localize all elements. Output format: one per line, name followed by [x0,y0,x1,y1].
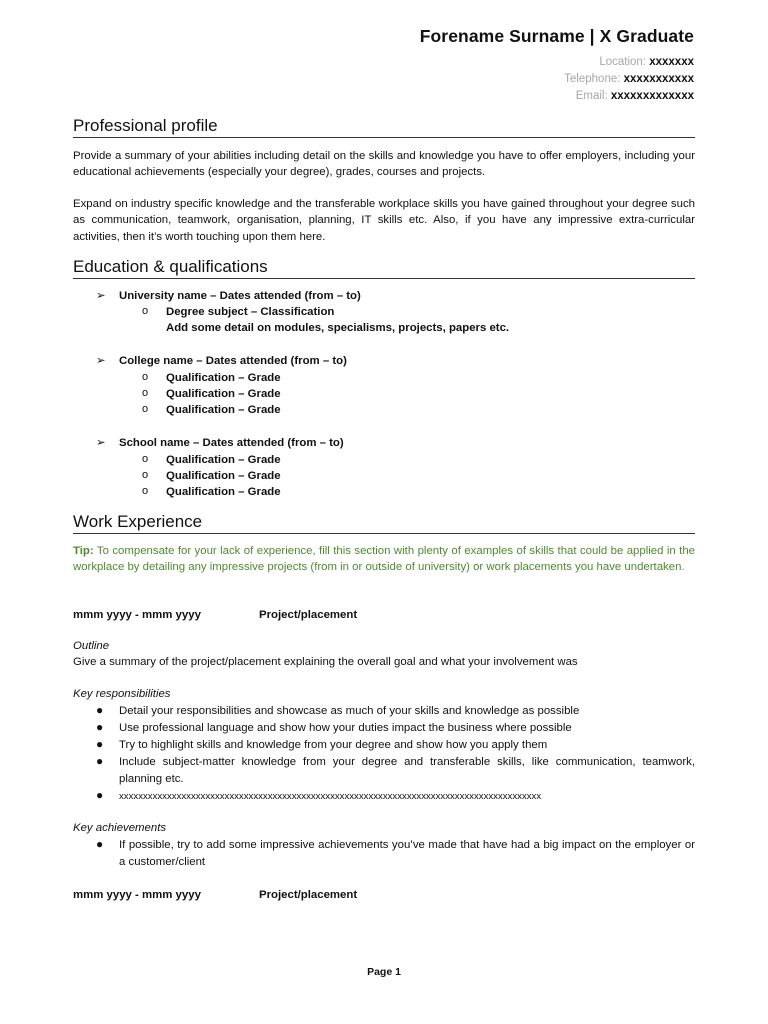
profile-paragraph-1: Provide a summary of your abilities including detail on the skills and knowledge you have to offer employers, including your educational achievements (especially your degree), grades, courses and projects. [73,150,695,179]
circle-bullet-icon: o [142,371,149,383]
email-label: Email: [575,90,608,102]
college-qualification: Qualification – Grade [166,372,281,384]
college-qualification: Qualification – Grade [166,388,281,400]
bullet-dot-icon: ● [96,837,104,851]
bullet-dot-icon: ● [96,720,104,734]
telephone-value: xxxxxxxxxxx [623,73,694,85]
school-qualification: Qualification – Grade [166,454,281,466]
arrow-bullet-icon: ➢ [96,290,106,302]
profile-heading: Professional profile [73,116,695,138]
page-number: Page 1 [367,966,401,978]
achievements-label: Key achievements [73,822,167,834]
arrow-bullet-icon: ➢ [96,355,106,367]
college-entry: College name – Dates attended (from – to) [119,355,347,367]
contact-telephone [564,73,694,85]
degree-detail: Add some detail on modules, specialisms, projects, papers etc. [166,322,510,334]
degree-entry: Degree subject – Classification [166,306,335,318]
contact-location [599,56,694,68]
responsibility-item: Try to highlight skills and knowledge from your degree and show how you apply them [119,739,548,751]
circle-bullet-icon: o [142,453,149,465]
responsibility-item: Include subject-matter knowledge from your degree and transferable skills, like communication, teamwork, planning etc. [119,756,695,785]
college-qualification: Qualification – Grade [166,404,281,416]
telephone-label: Telephone: [564,73,621,85]
placement-role: Project/placement [259,889,358,901]
bullet-dot-icon: ● [96,788,104,802]
education-heading: Education & qualifications [73,257,695,279]
bullet-dot-icon: ● [96,754,104,768]
location-label: Location: [599,56,647,68]
circle-bullet-icon: o [142,305,149,317]
circle-bullet-icon: o [142,387,149,399]
outline-label: Outline [73,640,110,652]
responsibility-item: xxxxxxxxxxxxxxxxxxxxxxxxxxxxxxxxxxxxxxxxxxxxxxxxxxxxxxxxxxxxxxxxxxxxxxxxxxxxxxxxxxxxxxxx [119,791,542,802]
achievement-item: If possible, try to add some impressive achievements you’ve made that have had a big impact on the employer or a customer/client [119,839,695,868]
profile-paragraph-2: Expand on industry specific knowledge and the transferable workplace skills you have gained throughout your degree such as communication, teamwork, organisation, planning, IT skills etc. Also, if you have any impressive extra-curricular activities, then it’s worth touching upon them here. [73,198,695,243]
candidate-name-title: Forename Surname | X Graduate [419,26,694,46]
school-entry: School name – Dates attended (from – to) [119,437,344,449]
contact-email [576,90,694,102]
responsibilities-label: Key responsibilities [73,688,171,700]
placement-dates: mmm yyyy - mmm yyyy [73,609,201,621]
school-qualification: Qualification – Grade [166,486,281,498]
outline-text: Give a summary of the project/placement explaining the overall goal and what your involvement was [73,656,578,668]
university-entry: University name – Dates attended (from – to) [119,290,361,302]
email-value: xxxxxxxxxxxxx [610,90,694,102]
circle-bullet-icon: o [142,403,149,415]
circle-bullet-icon: o [142,485,149,497]
responsibility-item: Detail your responsibilities and showcase as much of your skills and knowledge as possible [119,705,580,717]
bullet-dot-icon: ● [96,737,104,751]
circle-bullet-icon: o [142,469,149,481]
placement-dates: mmm yyyy - mmm yyyy [73,889,201,901]
tip-label: Tip: [73,545,94,557]
work-experience-heading: Work Experience [73,512,695,534]
arrow-bullet-icon: ➢ [96,437,106,449]
placement-role: Project/placement [259,609,358,621]
work-tip [73,543,695,576]
location-value: xxxxxxx [649,56,694,68]
school-qualification: Qualification – Grade [166,470,281,482]
responsibility-item: Use professional language and show how your duties impact the business where possible [119,722,572,734]
bullet-dot-icon: ● [96,703,104,717]
tip-text: To compensate for your lack of experience, fill this section with plenty of examples of skills that could be applied in the workplace by detailing any impressive projects (from in or outside of university) or work placements you have undertaken. [73,545,695,574]
